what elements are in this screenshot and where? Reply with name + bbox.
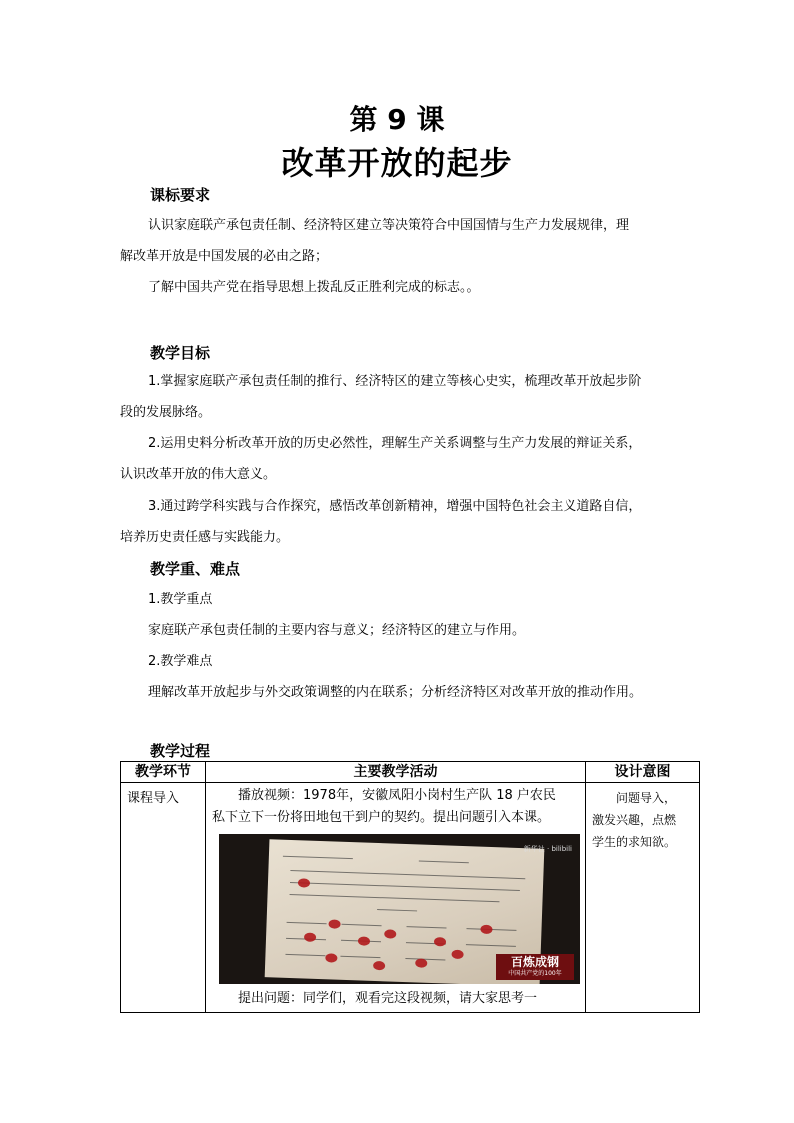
column-header: 主要教学活动	[206, 762, 586, 783]
intent-cell	[586, 783, 700, 1013]
intent-text: 学生的求知欲。	[592, 835, 677, 849]
key-points-text: 家庭联产承包责任制的主要内容与意义；经济特区的建立与作用。	[148, 623, 526, 638]
video-watermark: 新华社 · bilibili	[523, 845, 572, 853]
standards-text: 解改革开放是中国发展的必由之路；	[120, 249, 329, 264]
question-text: 提出问题：同学们，观看完这段视频，请大家思考一	[238, 991, 538, 1006]
video-title-badge	[496, 954, 574, 980]
video-frame[interactable]	[219, 834, 580, 984]
key-points-label: 1.教学重点	[148, 592, 213, 607]
difficult-points-text: 理解改革开放起步与外交政策调整的内在联系；分析经济特区对改革开放的推动作用。	[148, 685, 643, 700]
lesson-number: 第 9 课	[349, 103, 445, 136]
table-header-row	[121, 762, 700, 783]
activity-cell	[206, 783, 586, 1013]
stage-cell: 课程导入	[121, 783, 206, 1013]
objective-item: 2.运用史料分析改革开放的历史必然性，理解生产关系调整与生产力发展的辩证关系，	[148, 436, 642, 451]
objective-item: 1.掌握家庭联产承包责任制的推行、经济特区的建立等核心史实，梳理改革开放起步阶	[148, 374, 642, 389]
standards-text: 认识家庭联产承包责任制、经济特区建立等决策符合中国国情与生产力发展规律，理	[148, 218, 630, 233]
standards-text: 了解中国共产党在指导思想上拨乱反正胜利完成的标志。。	[148, 280, 480, 295]
badge-title: 百炼成钢	[510, 955, 559, 969]
objective-item: 培养历史责任感与实践能力。	[120, 530, 290, 545]
difficult-points-label: 2.教学难点	[148, 654, 213, 669]
standards-heading: 课标要求	[150, 186, 211, 204]
objective-item: 3.通过跨学科实践与合作探究，感悟改革创新精神，增强中国特色社会主义道路自信，	[148, 499, 642, 514]
lesson-title: 改革开放的起步	[281, 144, 513, 182]
intent-text: 问题导入，	[616, 791, 677, 805]
column-header: 教学环节	[121, 762, 206, 783]
table-row	[121, 783, 700, 1013]
activity-text: 私下立下一份将田地包干到户的契约。提出问题引入本课。	[212, 810, 551, 825]
objective-item: 段的发展脉络。	[120, 405, 212, 420]
objectives-heading: 教学目标	[150, 344, 211, 362]
process-heading: 教学过程	[150, 742, 211, 760]
badge-subtitle: 中国共产党的100年	[508, 970, 562, 977]
key-points-heading: 教学重、难点	[150, 560, 241, 578]
column-header: 设计意图	[586, 762, 700, 783]
intent-text: 激发兴趣，点燃	[592, 813, 677, 827]
process-table	[120, 761, 700, 1013]
activity-text: 播放视频：1978年，安徽凤阳小岗村生产队 18 户农民	[238, 788, 556, 803]
objective-item: 认识改革开放的伟大意义。	[120, 467, 277, 482]
